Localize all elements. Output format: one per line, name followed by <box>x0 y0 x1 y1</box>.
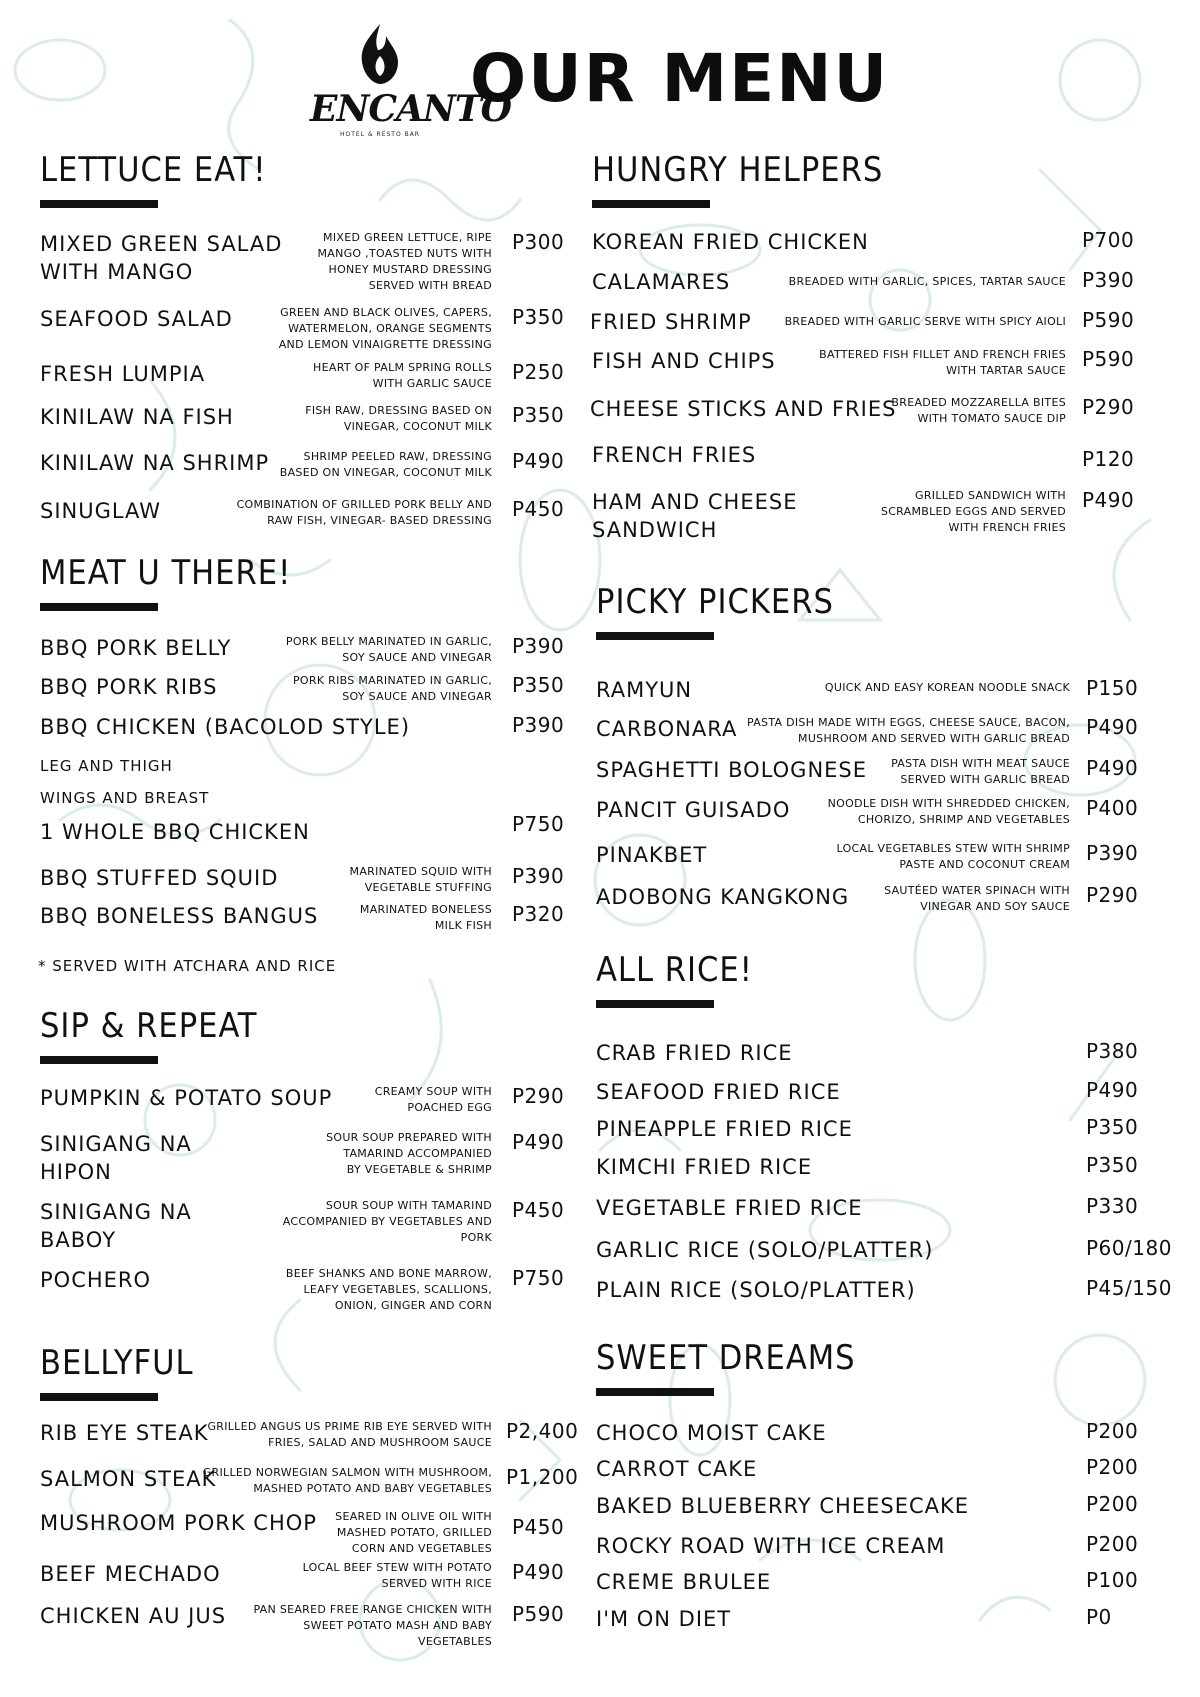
item-price: P60/180 <box>1086 1236 1172 1260</box>
item-description: SOUR SOUP WITH TAMARIND ACCOMPANIED BY VEGETABLES AND PORK <box>282 1199 492 1244</box>
section-all-rice <box>596 950 1144 1008</box>
item-price: P390 <box>1082 268 1135 292</box>
item-name: FRIED SHRIMP <box>590 310 752 334</box>
item-name: CHOCO MOIST CAKE <box>596 1421 827 1445</box>
item-description: PORK RIBS MARINATED IN GARLIC, SOY SAUCE AND VINEGAR <box>292 674 492 703</box>
item-name: CARBONARA <box>596 717 738 741</box>
section-sip-and-repeat <box>40 1006 570 1064</box>
item-name: MIXED GREEN SALAD WITH MANGO <box>40 232 283 284</box>
item-name: ROCKY ROAD WITH ICE CREAM <box>596 1534 946 1558</box>
section-underline <box>40 200 158 208</box>
item-name: I'M ON DIET <box>596 1607 732 1631</box>
item-price: P490 <box>1086 715 1139 739</box>
item-price: P120 <box>1082 447 1135 471</box>
item-price: P300 <box>512 230 565 254</box>
page-title: OUR MENU <box>470 40 890 117</box>
item-name: BBQ PORK RIBS <box>40 675 218 699</box>
item-name: PINAKBET <box>596 843 708 867</box>
item-description: SHRIMP PEELED RAW, DRESSING BASED ON VINEGAR, COCONUT MILK <box>279 450 492 479</box>
item-name: FRESH LUMPIA <box>40 362 206 386</box>
item-name: CRAB FRIED RICE <box>596 1041 793 1065</box>
item-description: GRILLED NORWEGIAN SALMON WITH MUSHROOM, MASHED POTATO AND BABY VEGETABLES <box>202 1466 492 1495</box>
item-description: BREADED WITH GARLIC SERVE WITH SPICY AIOLI <box>784 315 1066 328</box>
item-price: P250 <box>512 360 565 384</box>
item-price: P45/150 <box>1086 1276 1172 1300</box>
item-price: P290 <box>512 1084 565 1108</box>
item-price: P490 <box>1082 488 1135 512</box>
item-name: BBQ CHICKEN (BACOLOD STYLE) <box>40 715 411 739</box>
item-name: MUSHROOM PORK CHOP <box>40 1511 317 1535</box>
item-name: SPAGHETTI BOLOGNESE <box>596 758 868 782</box>
item-name: PINEAPPLE FRIED RICE <box>596 1117 853 1141</box>
section-title: MEAT U THERE! <box>40 553 292 593</box>
item-description: SEARED IN OLIVE OIL WITH MASHED POTATO, GRILLED CORN AND VEGETABLES <box>335 1510 492 1555</box>
section-title: ALL RICE! <box>596 950 753 990</box>
section-title: HUNGRY HELPERS <box>592 150 884 190</box>
item-name: CALAMARES <box>592 270 731 294</box>
item-name: SINIGANG NA HIPON <box>40 1132 192 1184</box>
item-description: PASTA DISH WITH MEAT SAUCE SERVED WITH GARLIC BREAD <box>891 757 1070 786</box>
item-price: P490 <box>512 449 565 473</box>
item-name: VEGETABLE FRIED RICE <box>596 1196 863 1220</box>
item-description: PORK BELLY MARINATED IN GARLIC, SOY SAUCE AND VINEGAR <box>285 635 492 664</box>
section-underline <box>596 1000 714 1008</box>
item-description: MARINATED SQUID WITH VEGETABLE STUFFING <box>349 865 492 894</box>
item-description: SAUTÉED WATER SPINACH WITH VINEGAR AND SOY SAUCE <box>884 884 1070 913</box>
item-name: SALMON STEAK <box>40 1467 217 1491</box>
item-price: P350 <box>1086 1115 1139 1139</box>
item-price: P400 <box>1086 796 1139 820</box>
section-underline <box>596 632 714 640</box>
item-price: P380 <box>1086 1039 1139 1063</box>
section-underline <box>592 200 710 208</box>
item-price: P490 <box>512 1130 565 1154</box>
item-price: P450 <box>512 497 565 521</box>
section-meat-u-there <box>40 553 570 611</box>
section-title: LETTUCE EAT! <box>40 150 267 190</box>
item-price: P750 <box>512 1266 565 1290</box>
item-name: PLAIN RICE (SOLO/PLATTER) <box>596 1278 916 1302</box>
item-description: GRILLED SANDWICH WITH SCRAMBLED EGGS AND SERVED WITH FRENCH FRIES <box>880 489 1066 534</box>
item-description: SOUR SOUP PREPARED WITH TAMARIND ACCOMPANIED BY VEGETABLE & SHRIMP <box>326 1131 492 1176</box>
section-title: SIP & REPEAT <box>40 1006 258 1046</box>
item-name: BBQ PORK BELLY <box>40 636 232 660</box>
item-price: P450 <box>512 1198 565 1222</box>
item-name: GARLIC RICE (SOLO/PLATTER) <box>596 1238 934 1262</box>
section-picky-pickers <box>596 582 1144 640</box>
item-price: P590 <box>1082 308 1135 332</box>
item-description: BREADED WITH GARLIC, SPICES, TARTAR SAUCE <box>788 275 1066 288</box>
item-price: P330 <box>1086 1194 1139 1218</box>
item-price: P700 <box>1082 228 1135 252</box>
section-sweet-dreams <box>596 1338 1144 1396</box>
item-price: P390 <box>512 713 565 737</box>
item-price: P290 <box>1086 883 1139 907</box>
item-name: SINUGLAW <box>40 499 162 523</box>
item-name: CARROT CAKE <box>596 1457 758 1481</box>
item-price: P200 <box>1086 1419 1139 1443</box>
meat-subline-leg-thigh: LEG AND THIGH <box>40 757 173 775</box>
section-lettuce-eat <box>40 150 570 208</box>
item-name: HAM AND CHEESE SANDWICH <box>592 490 798 542</box>
item-price: P350 <box>512 673 565 697</box>
item-description: LOCAL VEGETABLES STEW WITH SHRIMP PASTE AND COCONUT CREAM <box>836 842 1070 871</box>
item-price: P200 <box>1086 1455 1139 1479</box>
item-name: KIMCHI FRIED RICE <box>596 1155 813 1179</box>
item-name: BBQ STUFFED SQUID <box>40 866 279 890</box>
item-name: KINILAW NA FISH <box>40 405 234 429</box>
item-name: CHEESE STICKS AND FRIES <box>590 397 897 421</box>
item-name: ADOBONG KANGKONG <box>596 885 850 909</box>
item-price: P1,200 <box>506 1465 579 1489</box>
item-description: BREADED MOZZARELLA BITES WITH TOMATO SAUCE DIP <box>891 396 1066 425</box>
section-underline <box>40 1393 158 1401</box>
item-price: P490 <box>1086 756 1139 780</box>
section-title: SWEET DREAMS <box>596 1338 856 1378</box>
menu-header <box>310 18 910 148</box>
section-hungry-helpers <box>592 150 1140 208</box>
item-price: P350 <box>512 403 565 427</box>
item-name: KINILAW NA SHRIMP <box>40 451 270 475</box>
item-description: QUICK AND EASY KOREAN NOODLE SNACK <box>824 681 1070 694</box>
logo-subtext: HOTEL & RESTO BAR <box>340 131 420 138</box>
item-description: BATTERED FISH FILLET AND FRENCH FRIES WITH TARTAR SAUCE <box>819 348 1066 377</box>
item-price: P200 <box>1086 1492 1139 1516</box>
meat-subline-wings-breast: WINGS AND BREAST <box>40 789 210 807</box>
item-name: PUMPKIN & POTATO SOUP <box>40 1086 333 1110</box>
item-name: KOREAN FRIED CHICKEN <box>592 230 869 254</box>
item-name: SEAFOOD SALAD <box>40 307 233 331</box>
item-price: P750 <box>512 812 565 836</box>
item-name: BEEF MECHADO <box>40 1562 221 1586</box>
item-price: P390 <box>512 634 565 658</box>
item-description: PAN SEARED FREE RANGE CHICKEN WITH SWEET POTATO MASH AND BABY VEGETABLES <box>253 1603 492 1648</box>
flame-icon <box>350 20 410 90</box>
item-price: P200 <box>1086 1532 1139 1556</box>
item-description: MIXED GREEN LETTUCE, RIPE MANGO ,TOASTED NUTS WITH HONEY MUSTARD DRESSING SERVED WITH BREAD <box>317 231 492 292</box>
item-description: FISH RAW, DRESSING BASED ON VINEGAR, COCONUT MILK <box>305 404 492 433</box>
item-price: P320 <box>512 902 565 926</box>
item-name: CHICKEN AU JUS <box>40 1604 227 1628</box>
item-name: RIB EYE STEAK <box>40 1421 209 1445</box>
encanto-logo <box>310 18 511 146</box>
item-price: P390 <box>1086 841 1139 865</box>
section-title: PICKY PICKERS <box>596 582 834 622</box>
item-description: GRILLED ANGUS US PRIME RIB EYE SERVED WITH FRIES, SALAD AND MUSHROOM SAUCE <box>207 1420 492 1449</box>
item-name: RAMYUN <box>596 678 693 702</box>
item-price: P0 <box>1086 1605 1112 1629</box>
item-name: POCHERO <box>40 1268 152 1292</box>
item-price: P490 <box>1086 1078 1139 1102</box>
item-price: P350 <box>512 305 565 329</box>
served-with-note: * SERVED WITH ATCHARA AND RICE <box>38 957 337 975</box>
item-price: P590 <box>512 1602 565 1626</box>
item-description: NOODLE DISH WITH SHREDDED CHICKEN, CHORIZO, SHRIMP AND VEGETABLES <box>827 797 1070 826</box>
item-description: GREEN AND BLACK OLIVES, CAPERS, WATERMELON, ORANGE SEGMENTS AND LEMON VINAIGRETTE DRESSING <box>278 306 492 351</box>
item-price: P390 <box>512 864 565 888</box>
item-description: CREAMY SOUP WITH POACHED EGG <box>374 1085 492 1114</box>
item-price: P590 <box>1082 347 1135 371</box>
item-name: SEAFOOD FRIED RICE <box>596 1080 841 1104</box>
item-price: P350 <box>1086 1153 1139 1177</box>
logo-wordmark: ENCANTO <box>310 88 511 130</box>
section-underline <box>40 603 158 611</box>
section-bellyful <box>40 1343 570 1401</box>
section-underline <box>596 1388 714 1396</box>
item-name: 1 WHOLE BBQ CHICKEN <box>40 820 310 844</box>
section-underline <box>40 1056 158 1064</box>
item-name: BBQ BONELESS BANGUS <box>40 904 319 928</box>
item-description: HEART OF PALM SPRING ROLLS WITH GARLIC SAUCE <box>313 361 492 390</box>
item-description: PASTA DISH MADE WITH EGGS, CHEESE SAUCE, BACON, MUSHROOM AND SERVED WITH GARLIC BREAD <box>746 716 1070 745</box>
item-name: FISH AND CHIPS <box>592 349 776 373</box>
item-description: BEEF SHANKS AND BONE MARROW, LEAFY VEGETABLES, SCALLIONS, ONION, GINGER AND CORN <box>285 1267 492 1312</box>
item-description: LOCAL BEEF STEW WITH POTATO SERVED WITH RICE <box>302 1561 492 1590</box>
item-price: P100 <box>1086 1568 1139 1592</box>
item-name: BAKED BLUEBERRY CHEESECAKE <box>596 1494 970 1518</box>
item-description: MARINATED BONELESS MILK FISH <box>359 903 492 932</box>
item-price: P290 <box>1082 395 1135 419</box>
section-title: BELLYFUL <box>40 1343 194 1383</box>
item-name: PANCIT GUISADO <box>596 798 791 822</box>
item-name: SINIGANG NA BABOY <box>40 1200 192 1252</box>
item-price: P490 <box>512 1560 565 1584</box>
item-price: P450 <box>512 1515 565 1539</box>
item-name: FRENCH FRIES <box>592 443 757 467</box>
item-price: P150 <box>1086 676 1139 700</box>
item-name: CREME BRULEE <box>596 1570 772 1594</box>
item-price: P2,400 <box>506 1419 579 1443</box>
item-description: COMBINATION OF GRILLED PORK BELLY AND RAW FISH, VINEGAR- BASED DRESSING <box>236 498 492 527</box>
